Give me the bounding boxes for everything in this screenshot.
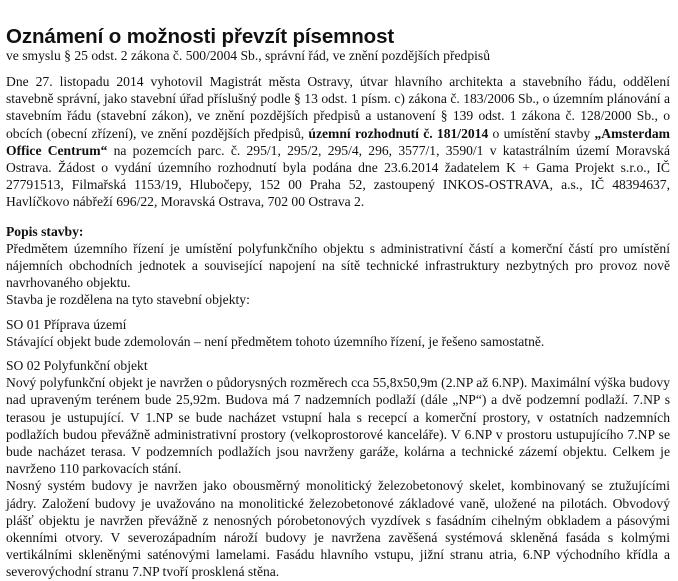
popis-paragraph: Předmětem územního řízení je umístění polyfunkčního objektu s administrativní částí a komerční částí pro umístění nájemních obchodních jednotek a související napojení na sítě technické infrastruktury nezbytných pro provoz nově navrhovaného objektu.	[6, 240, 670, 291]
intro-text-1: Dne 27. listopadu 2014 vyhotovil Magistrát města Ostravy, útvar hlavního architekta a stavebního řádu, oddělení stavebně správní, jako stavební úřad příslušný podle § 13 odst. 1 písm. c) zákona č. 183/2006 Sb., o územním plánování a stavebním řádu (stavební zákon), ve znění pozdějších předpisů a ustanovení § 139 odst. 1 zákona č. 128/2000 Sb., o obcích (obecní zřízení), ve znění pozdějších předpisů,	[6, 74, 670, 141]
so01-title: SO 01 Příprava území	[6, 316, 127, 332]
document-subtitle: ve smyslu § 25 odst. 2 zákona č. 500/2004 Sb., správní řád, ve znění pozdějších předpisů	[6, 48, 490, 63]
so01-text: Stávající objekt bude zdemolován – není předmětem tohoto územního řízení, je řešeno samostatně.	[6, 333, 545, 349]
document-title: Oznámení o možnosti převzít písemnost	[6, 25, 395, 48]
section-heading-popis: Popis stavby:	[6, 223, 84, 239]
intro-paragraph	[6, 73, 670, 211]
decision-number: územní rozhodnutí č. 181/2014	[308, 125, 489, 141]
so02-text-1: Nový polyfunkční objekt je navržen o půdorysných rozměrech cca 55,8x50,9m (2.NP až 6.NP). Maximální výška budovy nad upraveným terénem bude 25,92m. Budova má 7 nadzemních podlaží (dále „NP“) a dvě podzemní podlaží. 7.NP s terasou je ustupující. V 1.NP se bude nacházet vstupní hala s recepcí a komerční prostory, v ostatních nadzemních podlažích budou převážně administrativní prostory (velkoprostorové kanceláře). V 6.NP v prostoru ustupujícího 7.NP se bude nacházet terasa. V podzemních podlažích jsou navrženy garáže, kolárna a technické zázemí objektu. Celkem je navrženo 110 parkovacích stání.	[6, 375, 670, 477]
so02-title: SO 02 Polyfunkční objekt	[6, 358, 148, 374]
building-name: „Amsterdam Office Centrum“	[6, 125, 670, 158]
intro-text-3: na pozemcích parc. č. 295/1, 295/2, 295/4, 296, 3577/1, 3590/1 v katastrálním území Moravská Ostrava. Žádost o vydání územního rozhodnutí byla podána dne 23.6.2014 žadatelem K + Gama Projekt s.r.o., IČ 27791513, Filmařská 1153/19, Hlubočepy, 152 00 Praha 52, zastoupený INKOS-OSTRAVA, a.s., IČ 48394637, Havlíčkovo nábřeží 696/22, Moravská Ostrava, 702 00 Ostrava 2.	[6, 142, 670, 210]
popis-division-line: Stavba je rozdělena na tyto stavební objekty:	[6, 292, 250, 308]
so02-text-2: Nosný systém budovy je navržen jako obousměrný monolitický železobetonový skelet, kombinovaný se ztužujícími jádry. Založení budovy je uvažováno na monolitické železobetonové základové vaně, uložené na pilotách. Obvodový plášť objektu je navržen převážně z nenosných pórobetonových vyzdívek s fasádním cihelným obkladem a pásovými okenními otvory. V severozápadním nároží budovy je navržena zavěšená systémová skleněná fasáda s kolmými vertikálními skleněnými saténovými lamelami. Fasádu hlavního vstupu, jižní stranu atria, 6.NP východního křídla a severovýchodní stranu 7.NP tvoří prosklená stěna.	[6, 478, 670, 580]
intro-text-2: o umístění stavby	[488, 125, 595, 141]
document-page	[6, 26, 670, 581]
